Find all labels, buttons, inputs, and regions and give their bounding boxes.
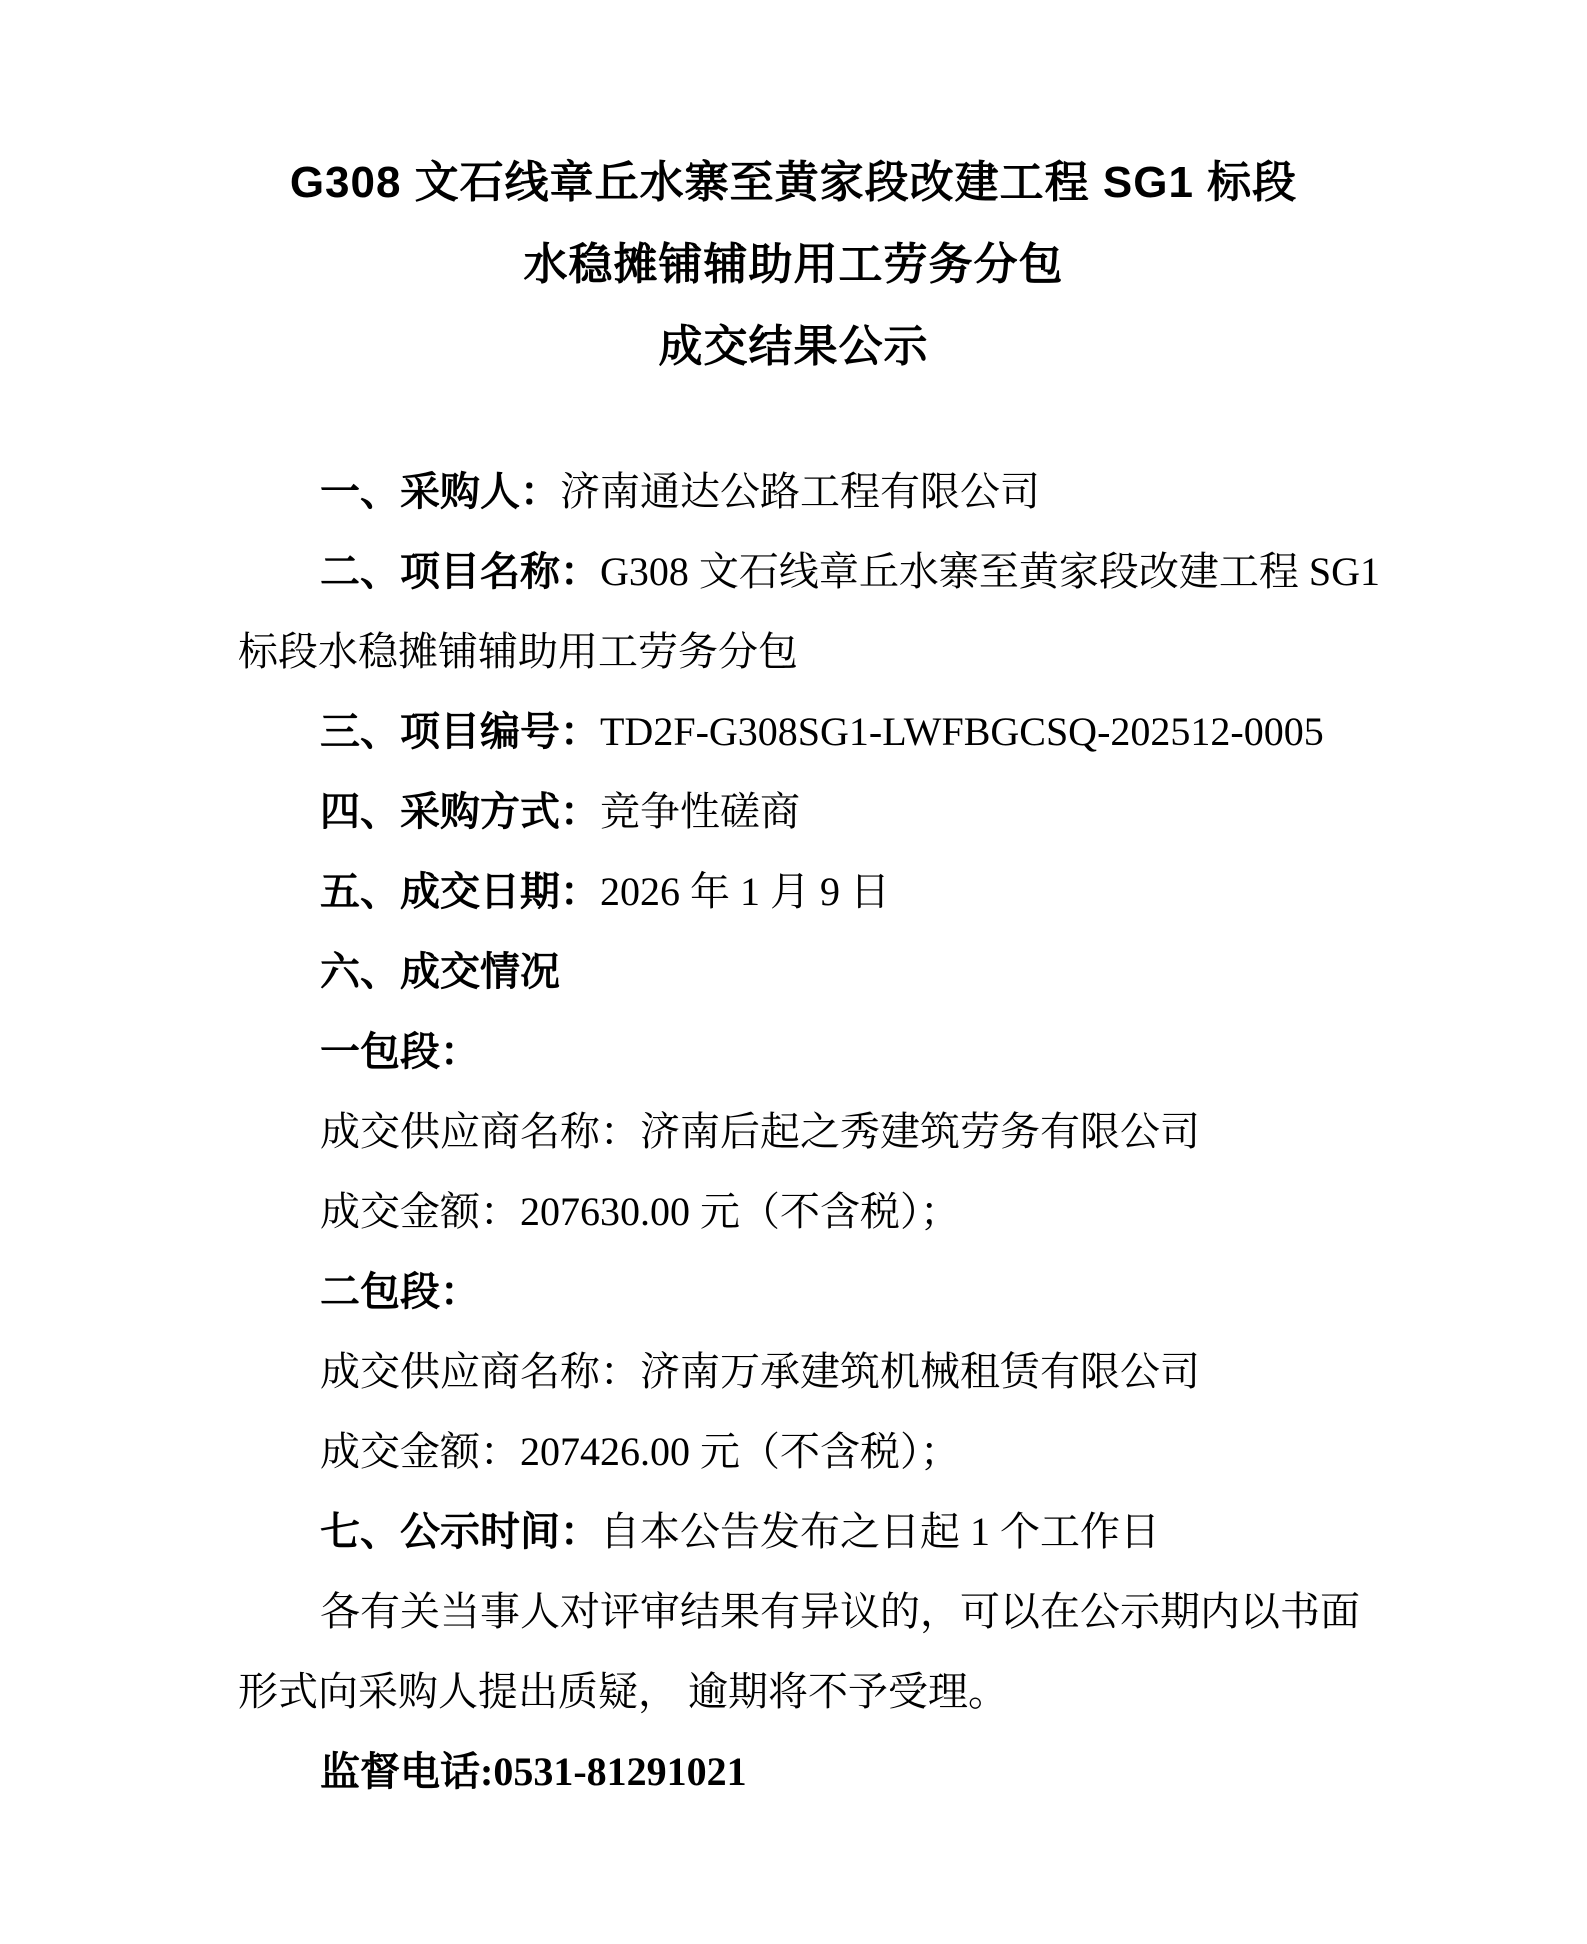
paragraph-objection-line-1: 各有关当事人对评审结果有异议的，可以在公示期内以书面 bbox=[320, 1589, 1360, 1634]
heading-package-1-label: 一包段： bbox=[320, 1029, 480, 1074]
field-project-number bbox=[238, 692, 1349, 772]
heading-package-1 bbox=[238, 1012, 1349, 1092]
field-amount-2 bbox=[238, 1412, 1349, 1492]
field-procurement-method bbox=[238, 772, 1349, 852]
field-project-name-continued bbox=[238, 612, 1349, 692]
field-deal-date bbox=[238, 852, 1349, 932]
field-procurement-method-label: 四、采购方式： bbox=[320, 789, 600, 834]
field-amount-1 bbox=[238, 1172, 1349, 1252]
field-amount-1-value: 207630.00 元（不含税）； bbox=[520, 1189, 960, 1234]
heading-deal-result bbox=[238, 932, 1349, 1012]
field-project-name-value-2: 标段水稳摊铺辅助用工劳务分包 bbox=[238, 629, 798, 674]
field-publicity-period-label: 七、公示时间： bbox=[320, 1509, 600, 1554]
document-body bbox=[0, 452, 1587, 1812]
field-amount-2-label: 成交金额： bbox=[320, 1429, 520, 1474]
field-project-name-label: 二、项目名称： bbox=[320, 549, 600, 594]
field-supervision-phone bbox=[238, 1732, 1349, 1812]
title-line-1: G308 文石线章丘水寨至黄家段改建工程 SG1 标段 bbox=[289, 158, 1298, 207]
field-supervision-phone-value: 0531-81291021 bbox=[493, 1749, 747, 1794]
field-supplier-1-label: 成交供应商名称： bbox=[320, 1109, 640, 1154]
field-publicity-period-value: 自本公告发布之日起 1 个工作日 bbox=[600, 1509, 1160, 1554]
field-project-number-label: 三、项目编号： bbox=[320, 709, 600, 754]
field-deal-date-value: 2026 年 1 月 9 日 bbox=[600, 869, 890, 914]
field-supplier-2-value: 济南万承建筑机械租赁有限公司 bbox=[640, 1349, 1200, 1394]
paragraph-objection-line-2: 形式向采购人提出质疑， 逾期将不予受理。 bbox=[238, 1669, 1008, 1714]
field-supervision-phone-label: 监督电话: bbox=[320, 1749, 494, 1794]
field-purchaser-value: 济南通达公路工程有限公司 bbox=[560, 469, 1040, 514]
heading-package-2 bbox=[238, 1252, 1349, 1332]
field-project-number-value: TD2F-G308SG1-LWFBGCSQ-202512-0005 bbox=[600, 709, 1324, 754]
field-publicity-period bbox=[238, 1492, 1349, 1572]
field-purchaser bbox=[238, 452, 1349, 532]
field-procurement-method-value: 竞争性磋商 bbox=[600, 789, 800, 834]
field-deal-date-label: 五、成交日期： bbox=[320, 869, 600, 914]
heading-deal-result-label: 六、成交情况 bbox=[320, 949, 560, 994]
field-supplier-2 bbox=[238, 1332, 1349, 1412]
field-supplier-1-value: 济南后起之秀建筑劳务有限公司 bbox=[640, 1109, 1200, 1154]
field-purchaser-label: 一、采购人： bbox=[320, 469, 560, 514]
title-line-3: 成交结果公示 bbox=[658, 322, 929, 371]
field-supplier-2-label: 成交供应商名称： bbox=[320, 1349, 640, 1394]
heading-package-2-label: 二包段： bbox=[320, 1269, 480, 1314]
field-project-name-value: G308 文石线章丘水寨至黄家段改建工程 SG1 bbox=[600, 549, 1381, 594]
field-supplier-1 bbox=[238, 1092, 1349, 1172]
field-amount-2-value: 207426.00 元（不含税）； bbox=[520, 1429, 960, 1474]
field-project-name bbox=[238, 532, 1381, 612]
document-title bbox=[0, 0, 1587, 388]
field-amount-1-label: 成交金额： bbox=[320, 1189, 520, 1234]
title-line-2: 水稳摊铺辅助用工劳务分包 bbox=[523, 240, 1064, 289]
